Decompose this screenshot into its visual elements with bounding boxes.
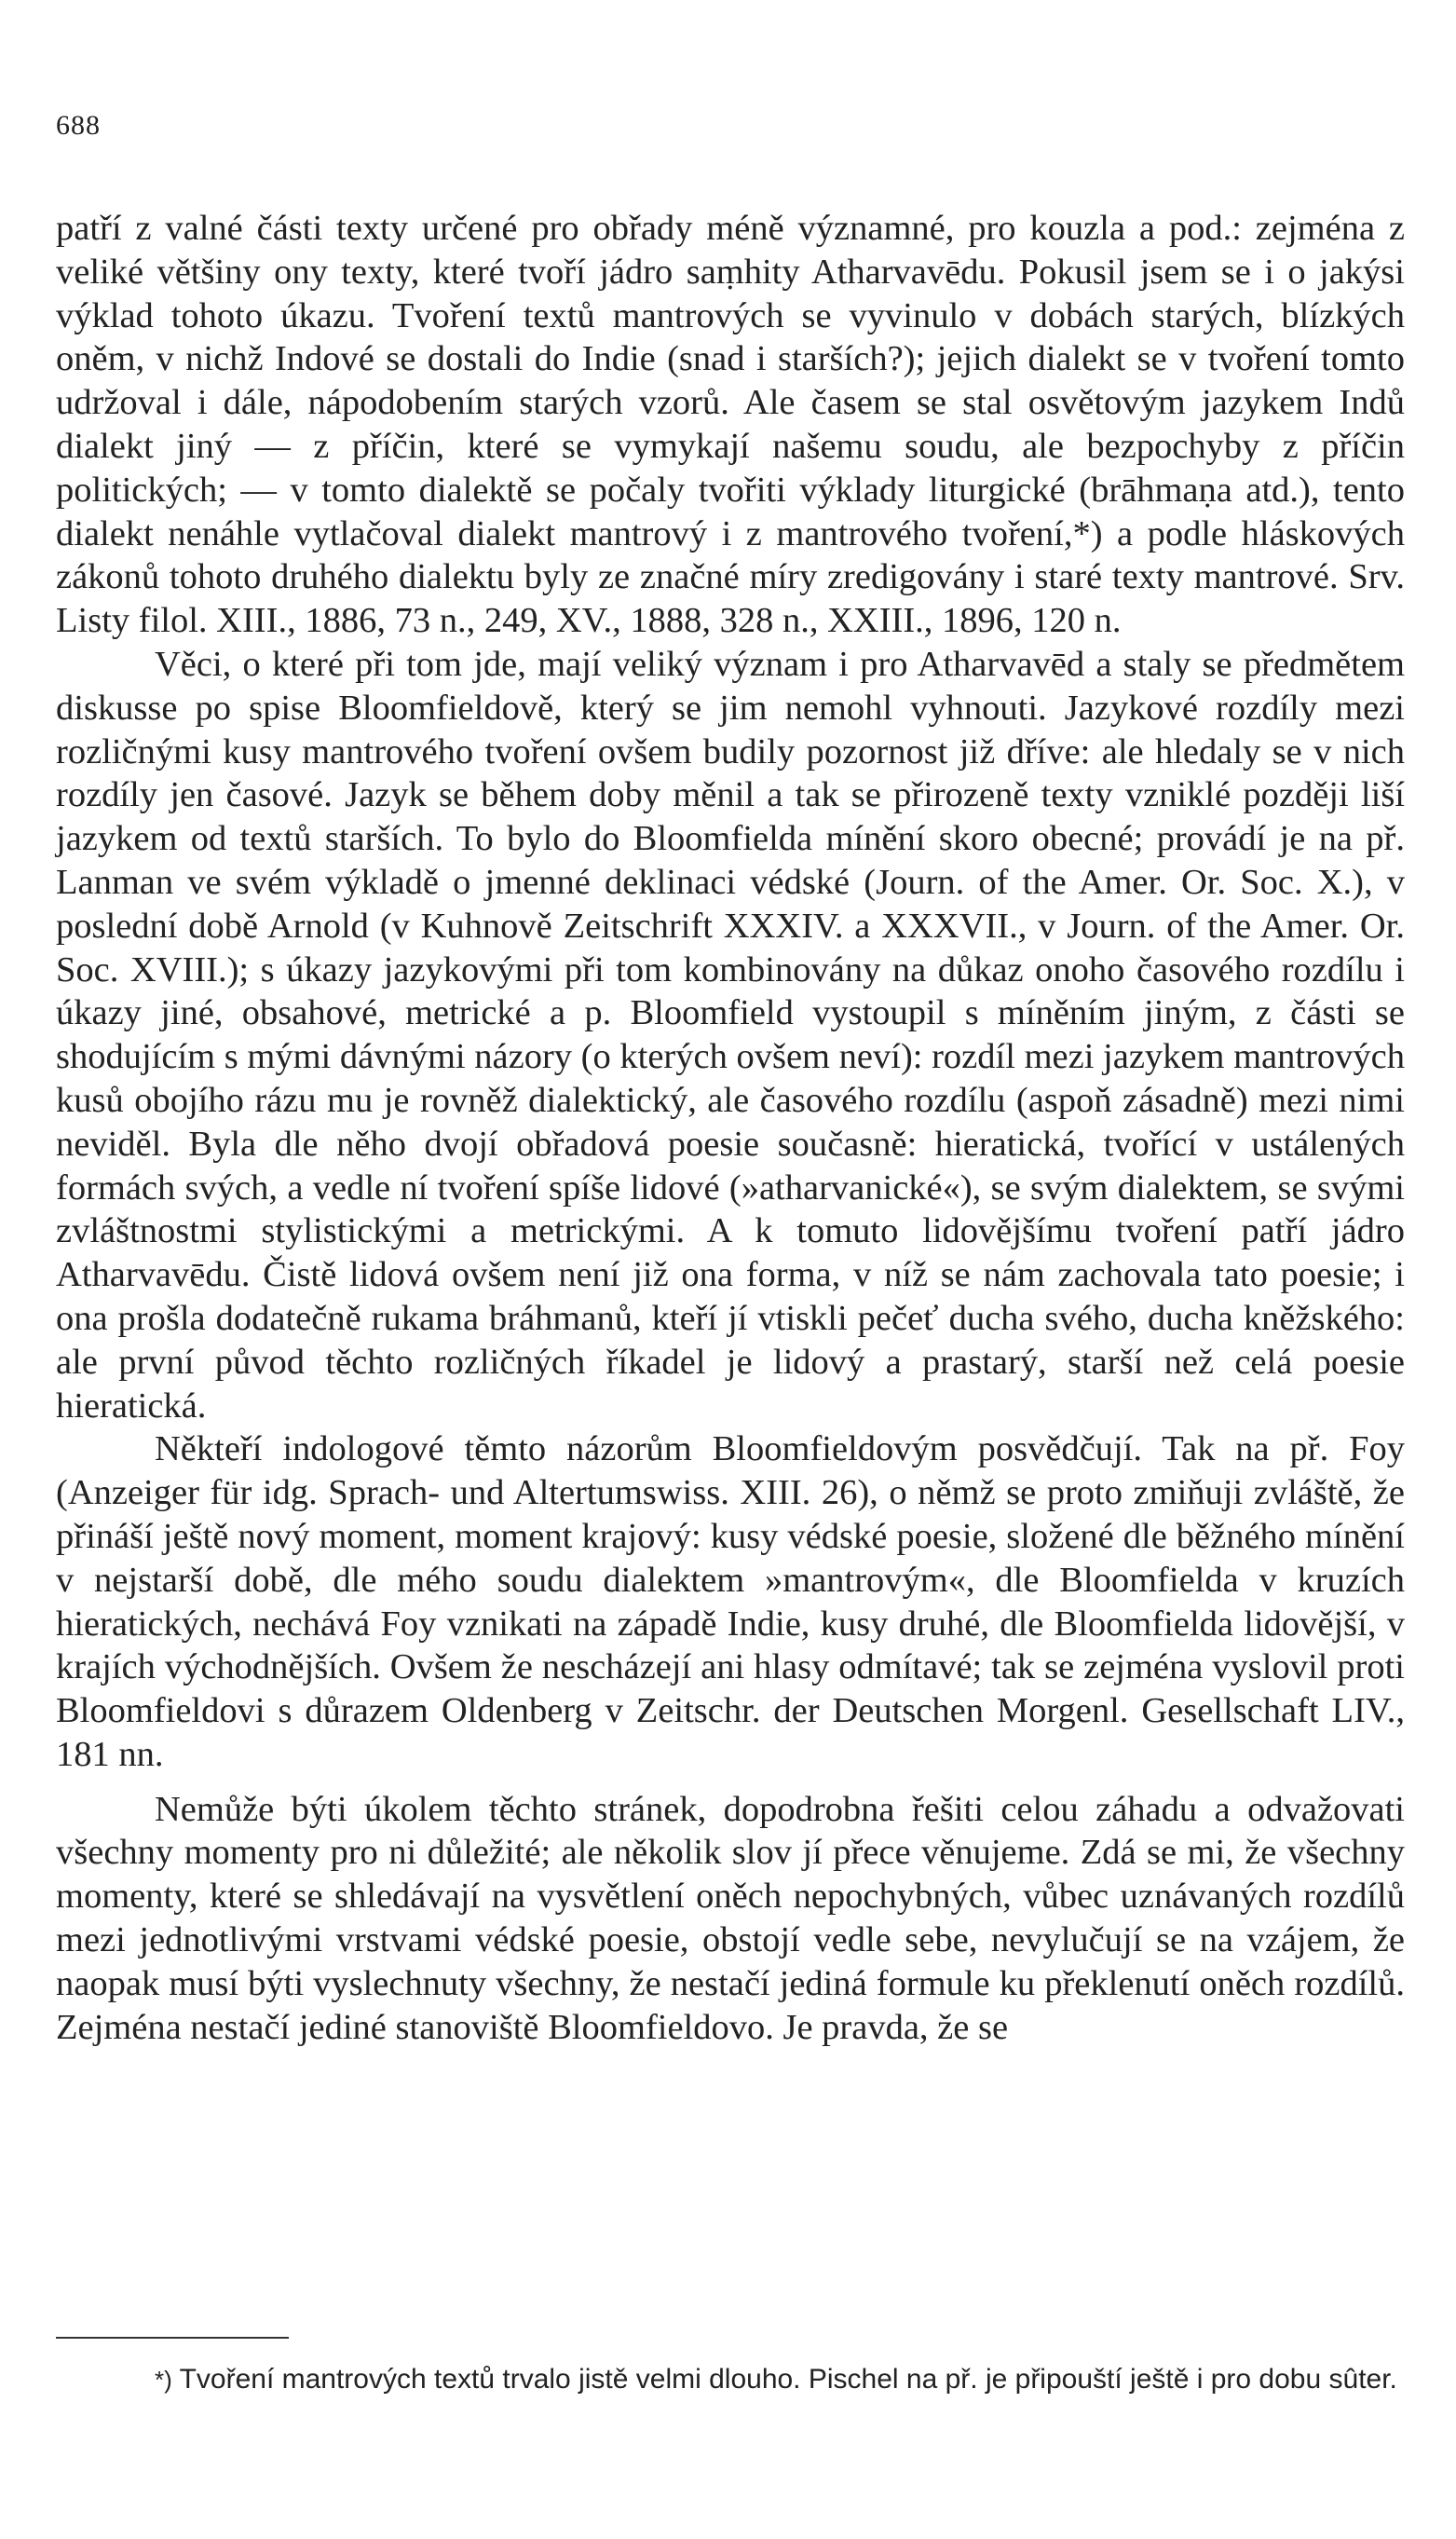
footnote — [56, 2358, 1405, 2401]
footnote-text: Tvoření mantrových textů trvalo jistě velmi dlouho. Pischel na př. je připouští ještě i pro dobu sûter. — [179, 2364, 1397, 2395]
paragraph-1: patří z valné části texty určené pro obřady méně významné, pro kouzla a pod.: zejména z veliké většiny ony texty, které tvoří jádro saṃhity Atharvavēdu. Pokusil jsem se i o jakýsi výklad tohoto úkazu. Tvoření textů mantrových se vyvinulo v dobách starých, blízkých oněm, v nichž Indové se dostali do Indie (snad i starších?); jejich dialekt se v tvoření tomto udržoval i dále, nápodobením starých vzorů. Ale časem se stal osvětovým jazykem Indů dialekt jiný — z příčin, které se vymykají našemu soudu, ale bezpochyby z příčin politických; — v tomto dialektě se počaly tvořiti výklady liturgické (brāhmaṇa atd.), tento dialekt nenáhle vytlačoval dialekt mantrový i z mantrového tvoření,*) a podle hláskových zákonů tohoto druhého dialektu byly ze značné míry zredigovány i staré texty mantrové. Srv. Listy filol. XIII., 1886, 73 n., 249, XV., 1888, 328 n., XXIII., 1896, 120 n. — [56, 209, 1405, 641]
paragraph-2: Věci, o které při tom jde, mají veliký význam i pro Atharvavēd a staly se předmětem diskusse po spise Bloomfieldově, který se jim nemohl vyhnouti. Jazykové rozdíly mezi rozličnými kusy mantrového tvoření ovšem budily pozornost již dříve: ale hledaly se v nich rozdíly jen časové. Jazyk se během doby měnil a tak se přirozeně texty vzniklé později liší jazykem od textů starších. To bylo do Bloomfielda mínění skoro obecné; provádí je na př. Lanman ve svém výkladě o jmenné deklinaci védské (Journ. of the Amer. Or. Soc. X.), v poslední době Arnold (v Kuhnově Zeitschrift XXXIV. a XXXVII., v Journ. of the Amer. Or. Soc. XVIII.); s úkazy jazykovými při tom kombinovány na důkaz onoho časového rozdílu i úkazy jiné, obsahové, metrické a p. Bloomfield vystoupil s míněním jiným, z části se shodujícím s mými dávnými názory (o kterých ovšem neví): rozdíl mezi jazykem mantrových kusů obojího rázu mu je rovněž dialektický, ale časového rozdílu (aspoň zásadně) mezi nimi neviděl. Byla dle něho dvojí obřadová poesie současně: hieratická, tvořící v ustálených formách svých, a vedle ní tvoření spíše lidové (»atharvanické«), se svým dialektem, se svými zvláštnostmi stylistickými a metrickými. A k tomuto lidovějšímu tvoření patří jádro Atharvavēdu. Čistě lidová ovšem není již ona forma, v níž se nám zachovala tato poesie; i ona prošla dodatečně rukama bráhmanů, kteří jí vtiskli pečeť ducha svého, ducha kněžského: ale první původ těchto rozličných říkadel je lidový a prastarý, starší než celá poesie hieratická. — [56, 644, 1405, 1426]
paragraph-4: Nemůže býti úkolem těchto stránek, dopodrobna řešiti celou záhadu a odvažovati všechny momenty pro ni důležité; ale několik slov jí přece věnujeme. Zdá se mi, že všechny momenty, které se shledávají na vysvětlení oněch nepochybných, vůbec uznávaných rozdílů mezi jednotlivými vrstvami védské poesie, obstojí vedle sebe, nevylučují se na vzájem, že naopak musí býti vyslechnuty všechny, že nestačí jediná formule ku překlenutí oněch rozdílů. Zejména nestačí jediné stanoviště Bloomfieldovo. Je pravda, že se — [56, 1789, 1405, 2047]
body-text — [56, 207, 1405, 2049]
footnote-divider — [56, 2337, 289, 2339]
footnote-mark: *) — [155, 2366, 172, 2394]
page-number: 688 — [56, 110, 101, 141]
paragraph-3: Někteří indologové těmto názorům Bloomfieldovým posvědčují. Tak na př. Foy (Anzeiger für idg. Sprach- und Altertumswiss. XIII. 26), o němž se proto zmiňuji zvláště, že přináší ještě nový moment, moment krajový: kusy védské poesie, složené dle běžného mínění v nejstarší době, dle mého soudu dialektem »mantrovým«, dle Bloomfielda v kruzích hieratických, nechává Foy vznikati na západě Indie, kusy druhé, dle Bloomfielda lidovější, v krajích východnějších. Ovšem že nescházejí ani hlasy odmítavé; tak se zejména vyslovil proti Bloomfieldovi s důrazem Oldenberg v Zeitschr. der Deutschen Morgenl. Gesellschaft LIV., 181 nn. — [56, 1429, 1405, 1774]
